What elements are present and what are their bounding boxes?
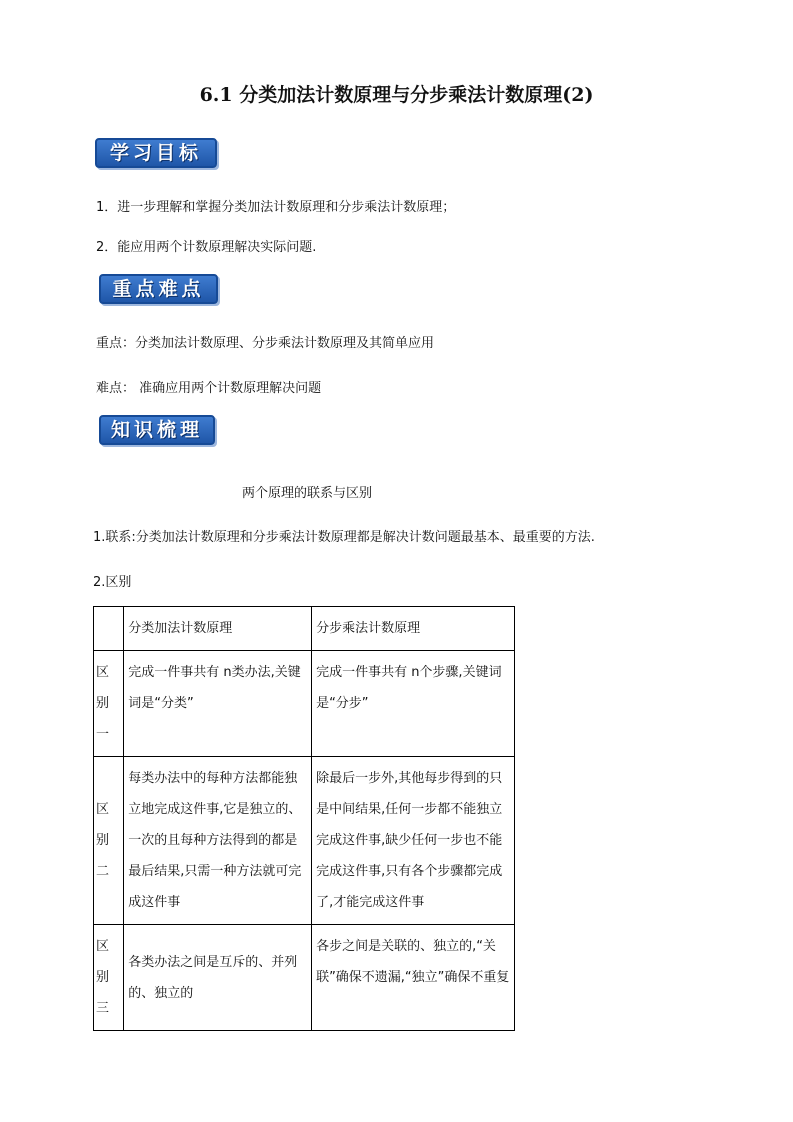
comparison-table [93, 606, 515, 1031]
table-header-mul: 分步乘法计数原理 [312, 607, 515, 651]
key-point: 重点：分类加法计数原理、分步乘法计数原理及其简单应用 [96, 336, 435, 351]
cell-mul: 完成一件事共有 n个步骤,关键词是“分步” [312, 651, 515, 757]
page-title: 6.1 分类加法计数原理与分步乘法计数原理(2) [199, 84, 594, 106]
cell-add: 每类办法中的每种方法都能独立地完成这件事,它是独立的、一次的且每种方法得到的都是最后结果,只需一种方法就可完成这件事 [124, 757, 312, 925]
objective-1: 1．进一步理解和掌握分类加法计数原理和分步乘法计数原理； [96, 200, 456, 215]
row-label: 区别一 [94, 651, 124, 757]
table-header-empty [94, 607, 124, 651]
cell-add: 各类办法之间是互斥的、并列的、独立的 [124, 925, 312, 1031]
table-row [94, 925, 515, 1031]
section-badge-knowledge: 知识梳理 [99, 415, 215, 445]
row-label: 区别二 [94, 757, 124, 925]
table-header-add: 分类加法计数原理 [124, 607, 312, 651]
cell-mul: 各步之间是关联的、独立的,“关联”确保不遗漏,“独立”确保不重复 [312, 925, 515, 1031]
section-badge-objectives: 学习目标 [95, 138, 217, 168]
table-row [94, 757, 515, 925]
objective-2: 2．能应用两个计数原理解决实际问题. [96, 240, 317, 255]
table-row [94, 651, 515, 757]
knowledge-subtitle: 两个原理的联系与区别 [242, 486, 373, 501]
difference-heading: 2.区别 [93, 575, 132, 590]
difficult-point: 难点： 准确应用两个计数原理解决问题 [96, 381, 322, 396]
section-badge-keypoints: 重点难点 [99, 274, 218, 304]
cell-add: 完成一件事共有 n类办法,关键词是“分类” [124, 651, 312, 757]
row-label: 区别三 [94, 925, 124, 1031]
link-paragraph: 1.联系:分类加法计数原理和分步乘法计数原理都是解决计数问题最基本、最重要的方法. [93, 530, 595, 545]
cell-mul: 除最后一步外,其他每步得到的只是中间结果,任何一步都不能独立完成这件事,缺少任何一步也不能完成这件事,只有各个步骤都完成了,才能完成这件事 [312, 757, 515, 925]
table-header-row [94, 607, 515, 651]
